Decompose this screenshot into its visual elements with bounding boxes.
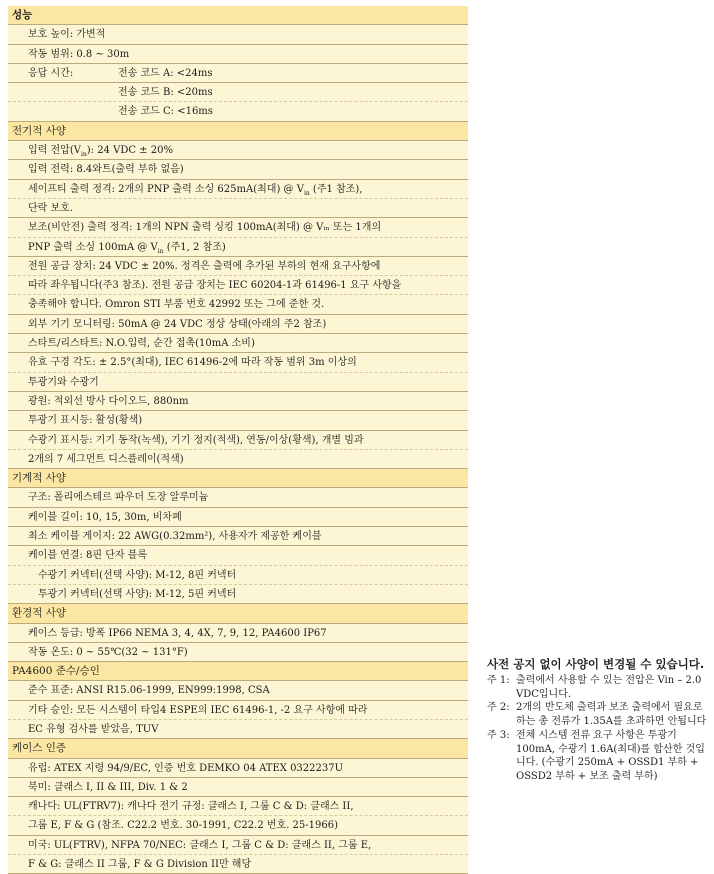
- spec-text: ): 24 VDC ± 20%: [86, 145, 173, 157]
- spec-row: [8, 488, 468, 507]
- note-item: [487, 729, 709, 784]
- spec-row: [8, 508, 468, 527]
- spec-row: [8, 334, 468, 353]
- note-item: [487, 701, 709, 728]
- section-heading: [8, 122, 468, 141]
- spec-row: [8, 759, 468, 778]
- spec-text: 케이스 인증: [12, 742, 67, 755]
- spec-text: PNP 출력 소싱 100mA @ V: [28, 241, 158, 253]
- note-text: 전체 시스템 전류 요구 사항은 투광기 100mA, 수광기 1.6A(최대)를 합산한 것입니다. (수광기 250mA + OSSD1 부하 + OSSD2 부하 + 보조 출력 부하): [516, 729, 705, 782]
- spec-row: [8, 431, 468, 450]
- spec-row: [8, 816, 468, 835]
- spec-row: [8, 102, 468, 121]
- spec-text: 스타트/리스타트: N.O.입력, 순간 접촉(10mA 소비): [28, 338, 255, 350]
- spec-text: 수광기 커넥터(선택 사양): M-12, 8핀 커넥터: [38, 569, 237, 581]
- spec-row: [8, 315, 468, 334]
- spec-text: 유럽: ATEX 지령 94/9/EC, 인증 번호 DEMKO 04 ATEX 0322237U: [28, 762, 344, 774]
- spec-row: [8, 701, 468, 720]
- note-label: 주 3:: [487, 729, 510, 741]
- spec-text: 2개의 7 세그먼트 디스플레이(적색): [28, 453, 184, 465]
- spec-row: [8, 180, 468, 199]
- spec-label: 응답 시간:: [28, 67, 74, 79]
- spec-text: 수광기 표시등: 기기 동작(녹색), 기기 정지(적색), 연동/이상(황색), 개별 빔과: [28, 434, 364, 446]
- spec-text: 그룹 E, F & G (참조. C22.2 번호. 30-1991, C22.2 번호. 25-1966): [28, 820, 339, 832]
- section-heading: [8, 739, 468, 758]
- subscript: in: [157, 247, 164, 255]
- spec-text: 외부 기기 모니터링: 50mA @ 24 VDC 정상 상태(아래의 주2 참조): [28, 318, 327, 330]
- spec-row: [8, 199, 468, 218]
- spec-row: [8, 720, 468, 739]
- spec-text: 세이프티 출력 정격: 2개의 PNP 출력 소싱 625mA(최대) @ V: [28, 183, 304, 195]
- notes-panel: [487, 656, 709, 784]
- spec-row: [8, 353, 468, 372]
- spec-text: 충족해야 합니다. Omron STI 부품 번호 42992 또는 그에 준한 것.: [28, 299, 325, 311]
- spec-row: [8, 141, 468, 160]
- spec-text: 투광기 표시등: 활성(황색): [28, 415, 143, 427]
- spec-text: 미국: UL(FTRV), NFPA 70/NEC: 클래스 I, 그룹 C & D: 클래스 II, 그룹 E,: [28, 839, 372, 851]
- spec-text: (주1, 2 참조): [163, 241, 226, 253]
- spec-row: [8, 392, 468, 411]
- spec-row: [8, 566, 468, 585]
- spec-text: 입력 전력: 8.4와트(출력 부하 없음): [28, 164, 184, 176]
- spec-text: 준수 표준: ANSI R15.06-1999, EN999:1998, CSA: [28, 685, 270, 697]
- spec-row: [8, 25, 468, 44]
- spec-text: 케이스 등급: 방폭 IP66 NEMA 3, 4, 4X, 7, 9, 12, PA4600 IP67: [28, 627, 327, 639]
- spec-text: 전송 코드 C: <16ms: [118, 106, 213, 118]
- spec-row: [8, 624, 468, 643]
- spec-row: [8, 411, 468, 430]
- spec-text: 케이블 길이: 10, 15, 30m, 비차폐: [28, 511, 182, 523]
- spec-text: 환경적 사양: [12, 607, 67, 620]
- spec-row: [8, 681, 468, 700]
- spec-text: 최소 케이블 게이지: 22 AWG(0.32mm²), 사용자가 제공한 케이블: [28, 531, 322, 543]
- spec-text: 작동 온도: 0 ~ 55℃(32 ~ 131°F): [28, 646, 188, 658]
- spec-text: F & G: 클래스 II 그룹, F & G Division II만 해당: [28, 859, 252, 871]
- section-heading: [8, 662, 468, 681]
- spec-row: [8, 778, 468, 797]
- note-text: 2개의 반도체 출력과 보조 출력에서 필요로 하는 총 전류가 1.35A를 초과하면 안됩니다: [516, 702, 707, 728]
- spec-table: [8, 6, 468, 874]
- spec-text: 투광기 커넥터(선택 사양): M-12, 5핀 커넥터: [38, 588, 237, 600]
- subscript: in: [303, 189, 310, 197]
- spec-text: 캐나다: UL(FTRV7): 캐나다 전기 규정: 클래스 I, 그룹 C & D: 클래스 II,: [28, 801, 354, 813]
- section-heading: [8, 469, 468, 488]
- spec-text: 전기적 사양: [12, 124, 67, 137]
- note-text: 출력에서 사용할 수 있는 전압은 Vin – 2.0 VDC입니다.: [516, 675, 702, 700]
- notes-title: 사전 공지 없이 사양이 변경될 수 있습니다.: [487, 657, 705, 671]
- spec-text: 전송 코드 A: <24ms: [118, 67, 213, 79]
- spec-text: 기타 승인: 모든 시스템이 타입4 ESPE의 IEC 61496-1, -2 요구 사항에 따라: [28, 704, 368, 716]
- spec-row: [8, 643, 468, 662]
- spec-text: 광원: 적외선 방사 다이오드, 880nm: [28, 395, 189, 407]
- spec-row: [8, 585, 468, 604]
- spec-text: 케이블 연결: 8핀 단자 블록: [28, 550, 148, 562]
- spec-text: 유효 구경 각도: ± 2.5°(최대), IEC 61496-2에 따라 작동 범위 3m 이상의: [28, 357, 357, 369]
- spec-row: [8, 83, 468, 102]
- spec-row: [8, 276, 468, 295]
- spec-row: [8, 64, 468, 83]
- spec-row: [8, 295, 468, 314]
- spec-text: 투광기와 수광기: [28, 376, 99, 388]
- subscript: in: [80, 151, 87, 159]
- spec-text: 기계적 사양: [12, 472, 67, 485]
- spec-text: 구조: 폴리에스테르 파우더 도장 알루미늄: [28, 492, 209, 504]
- spec-text: 입력 전압(V: [28, 145, 81, 157]
- spec-text: 따라 좌우됩니다(주3 참조). 전원 공급 장치는 IEC 60204-1과 61496-1 요구 사항을: [28, 280, 402, 292]
- spec-text: 전송 코드 B: <20ms: [118, 87, 213, 99]
- spec-text: 성능: [12, 9, 33, 21]
- spec-text: 전원 공급 장치: 24 VDC ± 20%. 정격은 출력에 추가된 부하의 현재 요구사항에: [28, 260, 381, 272]
- note-item: [487, 674, 709, 701]
- note-label: 주 2:: [487, 702, 510, 714]
- spec-row: [8, 797, 468, 816]
- note-label: 주 1:: [487, 675, 510, 686]
- spec-text: PA4600 준수/승인: [12, 665, 100, 678]
- spec-row: [8, 546, 468, 565]
- spec-text: 단락 보호.: [28, 202, 73, 214]
- section-heading: [8, 604, 468, 623]
- spec-row: [8, 238, 468, 257]
- spec-text: (주1 참조),: [309, 183, 363, 195]
- notes-list: [487, 674, 709, 784]
- spec-row: [8, 450, 468, 469]
- spec-text: 보조(비안전) 출력 정격: 1개의 NPN 출력 싱킹 100mA(최대) @ Vᵢₙ 또는 1개의: [28, 222, 382, 234]
- spec-row: [8, 373, 468, 392]
- spec-row: [8, 218, 468, 237]
- spec-row: [8, 527, 468, 546]
- spec-row: [8, 45, 468, 64]
- spec-text: 북미: 클래스 I, II & III, Div. 1 & 2: [28, 781, 188, 793]
- spec-text: 보호 높이: 가변적: [28, 29, 106, 41]
- spec-row: [8, 257, 468, 276]
- spec-text: EC 유형 검사를 받았음, TUV: [28, 723, 159, 735]
- spec-row: [8, 836, 468, 855]
- section-heading: [8, 6, 468, 25]
- spec-row: [8, 160, 468, 179]
- spec-text: 작동 범위: 0.8 ~ 30m: [28, 48, 130, 60]
